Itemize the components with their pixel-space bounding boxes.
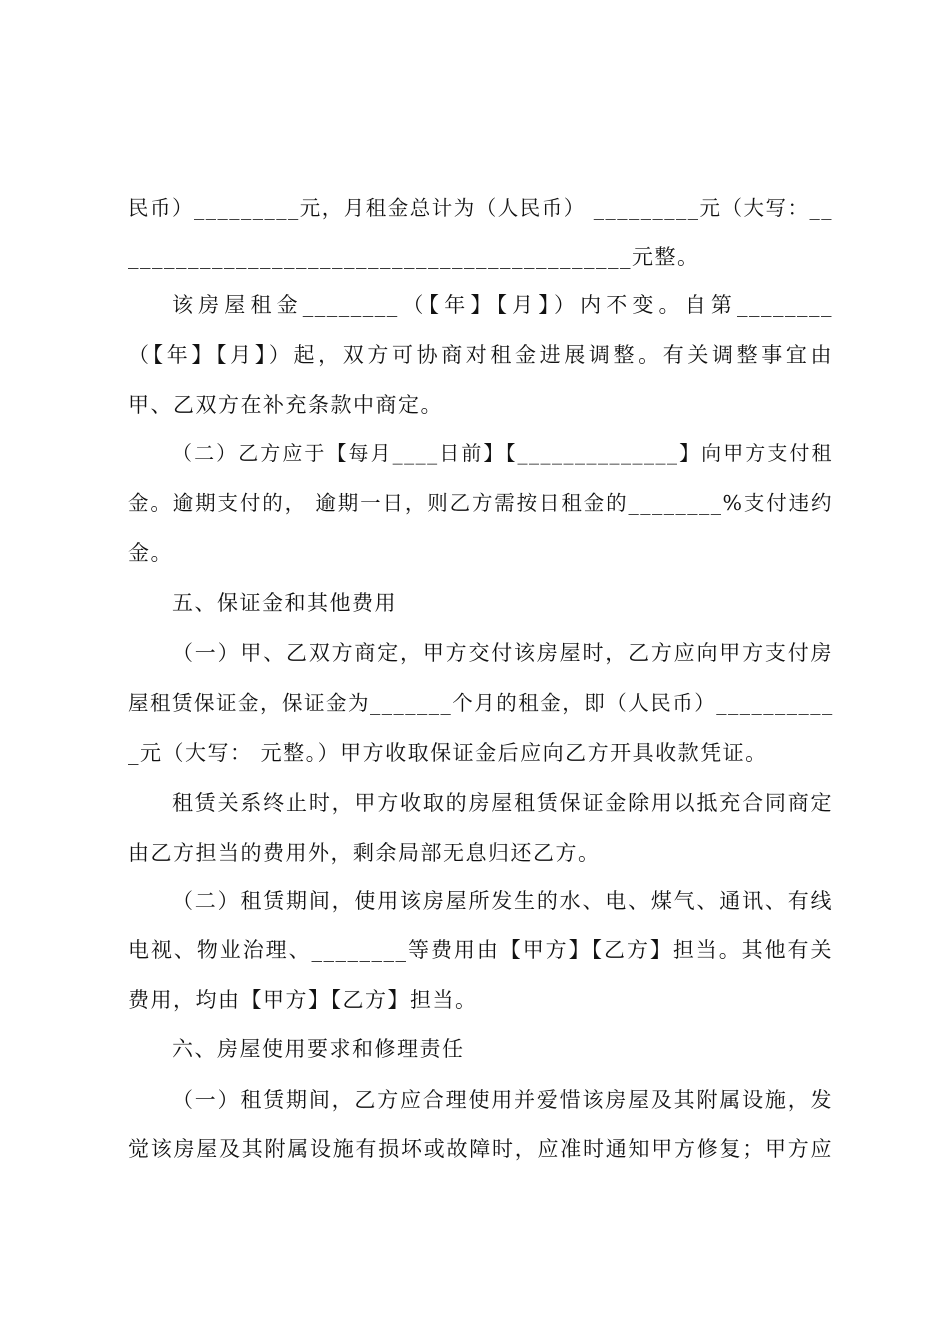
text-line-13: 租赁关系终止时，甲方收取的房屋租赁保证金除用以抵充合同商定 bbox=[172, 791, 833, 815]
text-line-10: （一）甲、乙双方商定，甲方交付该房屋时，乙方应向甲方支付房 bbox=[172, 641, 833, 665]
text-line-17: 费用，均由【甲方】【乙方】担当。 bbox=[128, 988, 478, 1012]
text-line-15: （二）租赁期间，使用该房屋所发生的水、电、煤气、通讯、有线 bbox=[172, 889, 833, 913]
text-line-1: 民币）_________元，月租金总计为（人民币） _________元（大写：__ bbox=[128, 196, 834, 220]
text-line-11: 屋租赁保证金，保证金为_______个月的租金，即（人民币）__________ bbox=[128, 691, 834, 715]
text-line-8: 金。 bbox=[128, 541, 173, 565]
text-line-2: __________________________________________元整。 bbox=[128, 245, 700, 269]
section-heading-6: 六、房屋使用要求和修理责任 bbox=[172, 1037, 465, 1061]
text-line-6: （二）乙方应于【每月____日前】【______________】向甲方支付租 bbox=[172, 441, 833, 465]
text-line-12: _元（大写： 元整。）甲方收取保证金后应向乙方开具收款凭证。 bbox=[128, 741, 768, 765]
text-line-3: 该房屋租金________（【年】【月】）内不变。自第________ bbox=[172, 293, 833, 317]
text-line-16: 电视、物业治理、________等费用由【甲方】【乙方】担当。其他有关 bbox=[128, 938, 833, 962]
text-line-4: （【年】【月】）起，双方可协商对租金进展调整。有关调整事宜由 bbox=[128, 343, 833, 367]
text-line-19: （一）租赁期间，乙方应合理使用并爱惜该房屋及其附属设施，发 bbox=[172, 1088, 833, 1112]
section-heading-5: 五、保证金和其他费用 bbox=[172, 591, 397, 615]
text-line-7: 金。逾期支付的， 逾期一日，则乙方需按日租金的________%支付违约 bbox=[128, 491, 833, 515]
text-line-5: 甲、乙双方在补充条款中商定。 bbox=[128, 393, 443, 417]
text-line-20: 觉该房屋及其附属设施有损坏或故障时，应准时通知甲方修复；甲方应 bbox=[128, 1137, 833, 1161]
text-line-14: 由乙方担当的费用外，剩余局部无息归还乙方。 bbox=[128, 841, 601, 865]
